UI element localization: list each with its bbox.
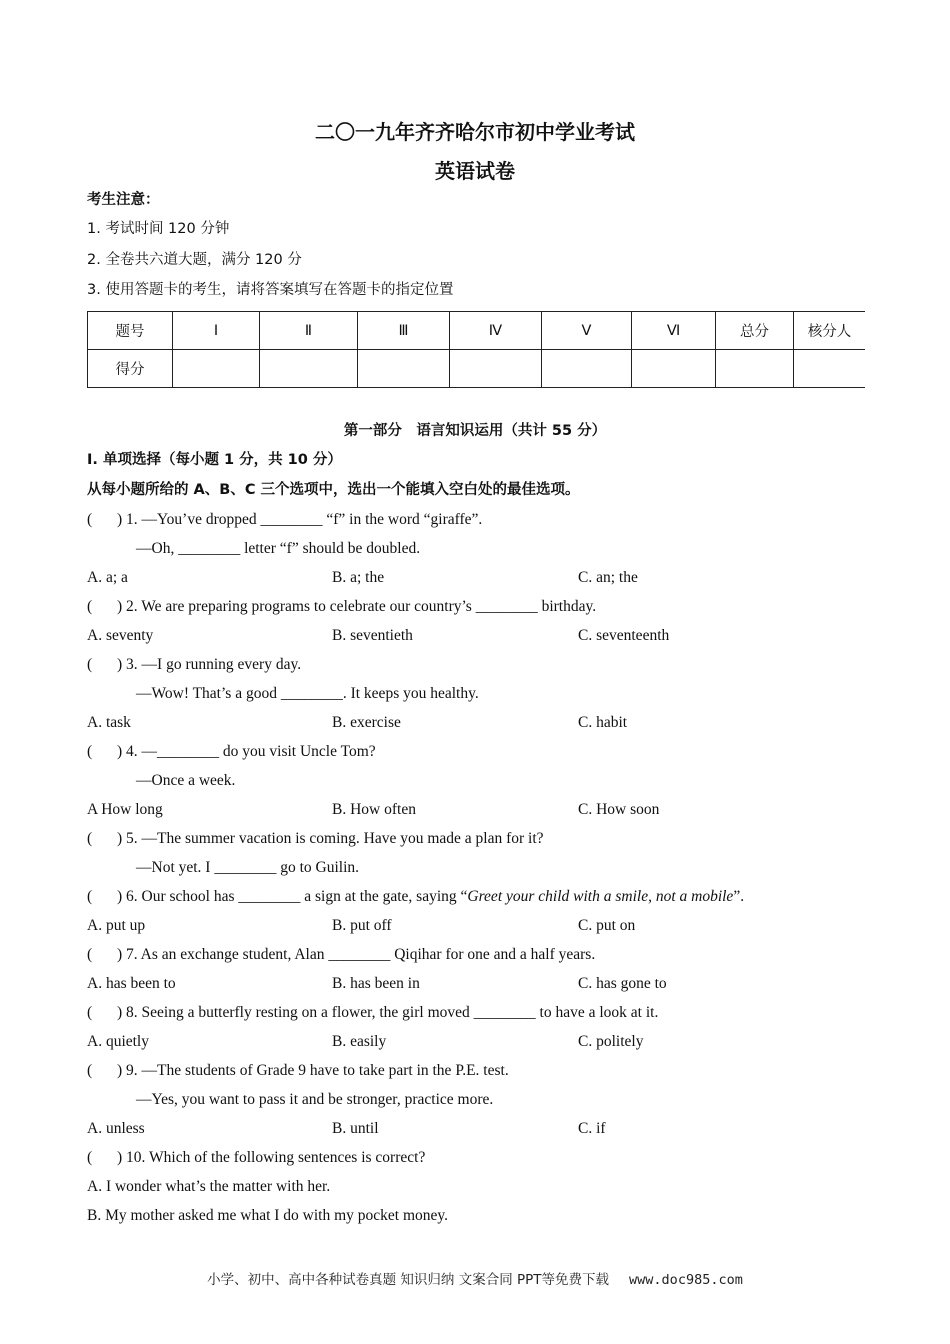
- score-cell[interactable]: [450, 350, 542, 388]
- option-a: A. seventy: [87, 627, 154, 644]
- score-cell[interactable]: [542, 350, 632, 388]
- question-1: [87, 510, 482, 530]
- score-cell[interactable]: [716, 350, 794, 388]
- score-table-header: Ⅳ: [450, 312, 542, 350]
- answer-paren: (: [87, 1004, 93, 1021]
- question-9: [87, 1061, 509, 1081]
- answer-paren: (: [87, 888, 93, 905]
- score-row-label: 得分: [88, 350, 173, 388]
- question-text: ) 5. —The summer vacation is coming. Have you made a plan for it?: [117, 830, 544, 847]
- question-text: ) 6. Our school has ________ a sign at the gate, saying “: [117, 888, 468, 905]
- option-a: A. put up: [87, 917, 146, 934]
- score-table-header: Ⅴ: [542, 312, 632, 350]
- option-b: B. a; the: [332, 569, 385, 586]
- option-c: C. politely: [578, 1033, 644, 1050]
- score-table-header: 题号: [88, 312, 173, 350]
- option-c: C. an; the: [578, 569, 638, 586]
- score-table-header: 总分: [716, 312, 794, 350]
- option-c: C. habit: [578, 714, 628, 731]
- question-quote: Greet your child with a smile, not a mobile: [467, 888, 734, 905]
- question-9-reply: —Yes, you want to pass it and be stronger, practice more.: [136, 1091, 494, 1108]
- answer-paren: (: [87, 743, 93, 760]
- question-text: ) 9. —The students of Grade 9 have to take part in the P.E. test.: [117, 1062, 509, 1079]
- option-c: C. has gone to: [578, 975, 667, 992]
- option-b: B. easily: [332, 1033, 387, 1050]
- answer-paren: (: [87, 598, 93, 615]
- option-a: A. task: [87, 714, 131, 731]
- notice-item: 2. 全卷共六道大题，满分 120 分: [87, 252, 302, 268]
- question-text: ) 3. —I go running every day.: [117, 656, 302, 673]
- option-a: A. unless: [87, 1120, 145, 1137]
- score-table-header-row: [88, 312, 866, 350]
- option-c: C. put on: [578, 917, 636, 934]
- score-table-header: Ⅲ: [358, 312, 450, 350]
- answer-paren: (: [87, 511, 93, 528]
- option-a: A How long: [87, 801, 163, 818]
- question-8: [87, 1003, 658, 1023]
- section-instruction: 从每小题所给的 A、B、C 三个选项中，选出一个能填入空白处的最佳选项。: [87, 482, 580, 498]
- question-text: ) 4. —________ do you visit Uncle Tom?: [117, 743, 376, 760]
- answer-paren: (: [87, 946, 93, 963]
- option-b: B. seventieth: [332, 627, 413, 644]
- score-table: [87, 311, 865, 388]
- option-c: C. How soon: [578, 801, 660, 818]
- part-heading: 第一部分 语言知识运用（共计 55 分）: [343, 423, 607, 439]
- score-cell[interactable]: [794, 350, 866, 388]
- score-cell[interactable]: [632, 350, 716, 388]
- question-text: ) 1. —You’ve dropped ________ “f” in the word “giraffe”.: [117, 511, 483, 528]
- option-b: B. until: [332, 1120, 379, 1137]
- question-7: [87, 945, 595, 965]
- score-table-header: Ⅰ: [173, 312, 260, 350]
- option-a: A. has been to: [87, 975, 176, 992]
- question-text: ) 7. As an exchange student, Alan ________ Qiqihar for one and a half years.: [117, 946, 596, 963]
- question-1-reply: —Oh, ________ letter “f” should be doubled.: [136, 540, 421, 557]
- score-table-score-row: [88, 350, 866, 388]
- option-c: C. if: [578, 1120, 606, 1137]
- question-text: ) 2. We are preparing programs to celebrate our country’s ________ birthday.: [117, 598, 597, 615]
- exam-subtitle: 英语试卷: [435, 159, 515, 183]
- option-b: B. has been in: [332, 975, 420, 992]
- option-c: C. seventeenth: [578, 627, 670, 644]
- answer-paren: (: [87, 1149, 93, 1166]
- exam-title: 二〇一九年齐齐哈尔市初中学业考试: [315, 120, 635, 144]
- option-a: A. quietly: [87, 1033, 149, 1050]
- section-title: I. 单项选择（每小题 1 分，共 10 分）: [87, 452, 342, 468]
- answer-paren: (: [87, 830, 93, 847]
- question-10: [87, 1148, 425, 1168]
- question-3: [87, 655, 301, 675]
- question-6: [87, 887, 744, 907]
- score-table-header: Ⅵ: [632, 312, 716, 350]
- score-cell[interactable]: [358, 350, 450, 388]
- score-table-header: Ⅱ: [260, 312, 358, 350]
- question-5-reply: —Not yet. I ________ go to Guilin.: [136, 859, 360, 876]
- score-cell[interactable]: [173, 350, 260, 388]
- option-b: B. put off: [332, 917, 392, 934]
- question-text: ) 10. Which of the following sentences is correct?: [117, 1149, 426, 1166]
- option-b: B. My mother asked me what I do with my pocket money.: [87, 1207, 449, 1224]
- notice-heading: 考生注意：: [87, 192, 160, 208]
- answer-paren: (: [87, 656, 93, 673]
- question-text-end: ”.: [733, 888, 745, 905]
- option-b: B. exercise: [332, 714, 401, 731]
- page-footer: [0, 1268, 950, 1288]
- notice-item: 1. 考试时间 120 分钟: [87, 221, 230, 237]
- answer-paren: (: [87, 1062, 93, 1079]
- option-a: A. I wonder what’s the matter with her.: [87, 1178, 331, 1195]
- option-a: A. a; a: [87, 569, 128, 586]
- question-5: [87, 829, 544, 849]
- notice-item: 3. 使用答题卡的考生，请将答案填写在答题卡的指定位置: [87, 282, 454, 298]
- footer-text: 小学、初中、高中各种试卷真题 知识归纳 文案合同 PPT等免费下载: [207, 1272, 610, 1288]
- score-cell[interactable]: [260, 350, 358, 388]
- score-table-header: 核分人: [794, 312, 866, 350]
- question-text: ) 8. Seeing a butterfly resting on a flower, the girl moved ________ to have a look at it.: [117, 1004, 659, 1021]
- question-4-reply: —Once a week.: [136, 772, 236, 789]
- question-3-reply: —Wow! That’s a good ________. It keeps you healthy.: [136, 685, 479, 702]
- footer-url[interactable]: www.doc985.com: [629, 1272, 743, 1288]
- question-2: [87, 597, 596, 617]
- option-b: B. How often: [332, 801, 416, 818]
- question-4: [87, 742, 376, 762]
